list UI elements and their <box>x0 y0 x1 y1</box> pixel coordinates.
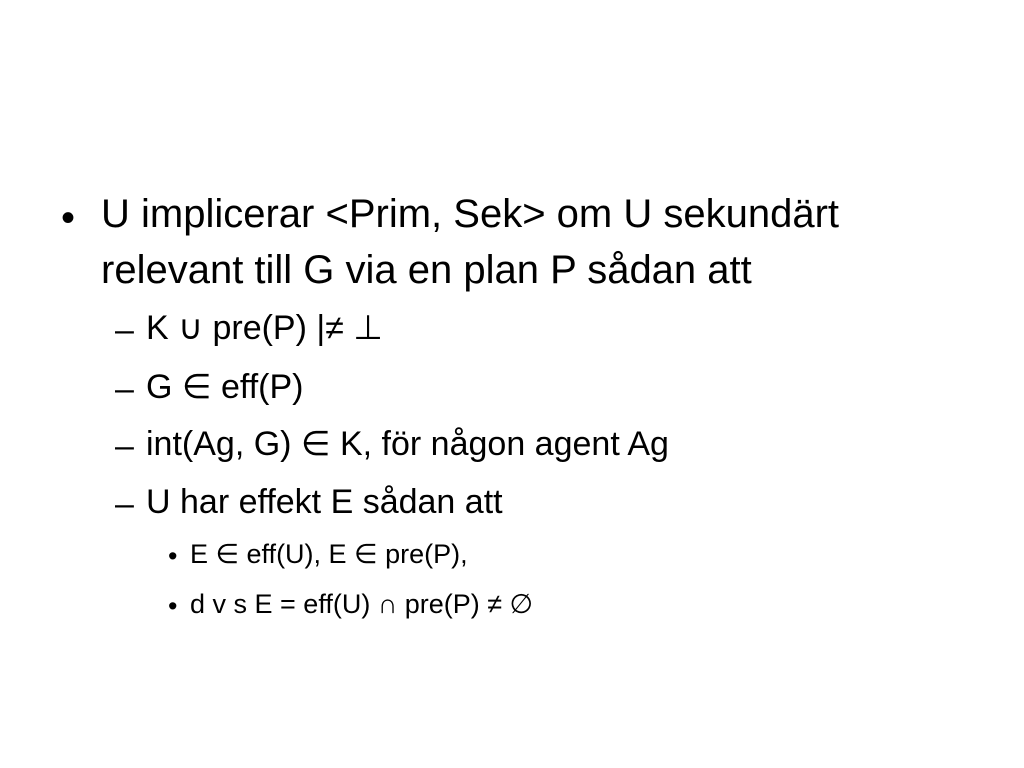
level2-dash-marker: – <box>115 370 134 408</box>
level2-dash-marker: – <box>115 311 134 349</box>
level1-line2: relevant till G via en plan P sådan att <box>101 248 752 292</box>
level3-item-e-in-eff: E ∈ eff(U), E ∈ pre(P), <box>190 539 468 569</box>
level1-bullet-marker: • <box>61 196 76 240</box>
level3-bullet-marker: • <box>168 591 178 621</box>
level1-line1: U implicerar <Prim, Sek> om U sekundärt <box>101 192 840 236</box>
level2-item-u-effekt: U har effekt E sådan att <box>146 483 503 521</box>
level2-item-g-in-eff: G ∈ eff(P) <box>146 368 304 406</box>
level3-item-dvs: d v s E = eff(U) ∩ pre(P) ≠ ∅ <box>190 589 534 619</box>
level3-bullet-marker: • <box>168 541 178 571</box>
level2-item-k-union: K ∪ pre(P) |≠ ⊥ <box>146 309 383 347</box>
level2-dash-marker: – <box>115 485 134 523</box>
level2-item-int-ag: int(Ag, G) ∈ K, för någon agent Ag <box>146 425 669 463</box>
level2-dash-marker: – <box>115 427 134 465</box>
